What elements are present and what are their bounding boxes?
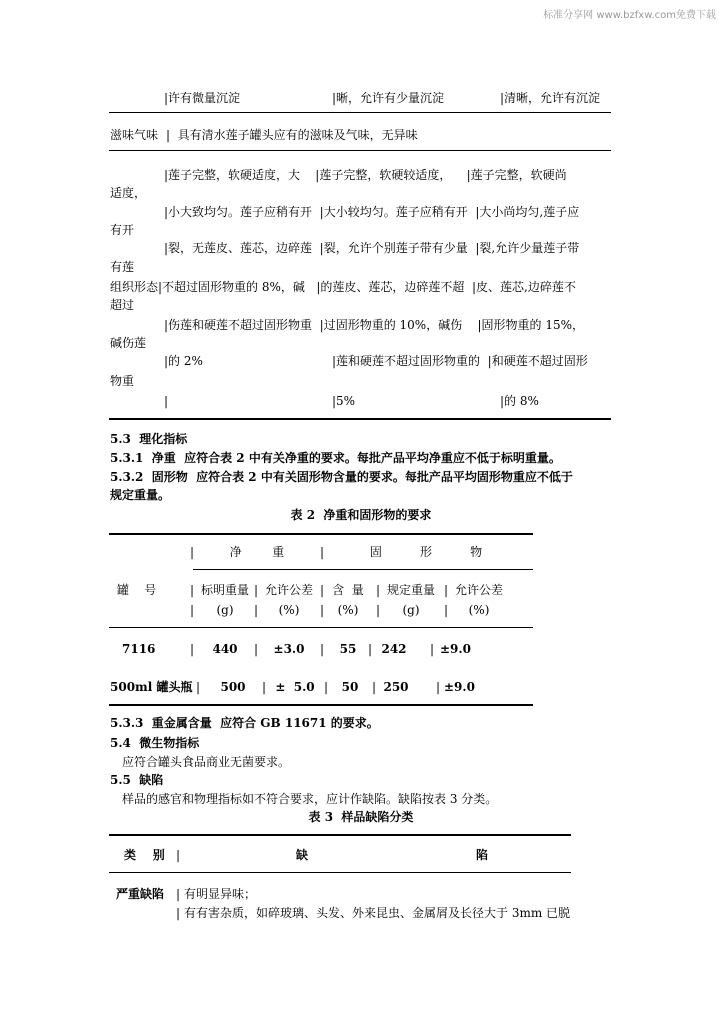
- table2-header: 含 量: [332, 583, 364, 597]
- table2-cell: 500: [220, 680, 246, 694]
- table2-sep: |: [444, 583, 449, 597]
- table3-top-rule: [109, 834, 571, 836]
- table2-top-rule: [109, 533, 533, 535]
- table2-sep: |: [254, 583, 259, 597]
- table1-tissue-line: 组织形态|不超过固形物重的 8%，碱 |的莲皮、莲芯，边碎莲不超 |皮、莲芯,边碎莲不: [110, 280, 576, 294]
- table3-row-line: 有有害杂质，如碎玻璃、头发、外来昆虫、金属屑及长径大于 3mm 已脱: [184, 906, 571, 920]
- section-5-3-3-text: 5.3.3 重金属含量 应符合 GB 11671 的要求。: [110, 716, 379, 730]
- table2-cell: 440: [212, 642, 238, 656]
- section-5-3-2-text: 5.3.2 固形物 应符合表 2 中有关固形物含量的要求。每批产品平均固形物重应不低于: [110, 470, 573, 484]
- table1-tissue-line: 有开: [110, 223, 135, 237]
- table2-cell: 50: [341, 680, 359, 694]
- table1-tissue-line: |: [164, 394, 169, 408]
- table2-sep: |: [196, 680, 201, 694]
- table1-tissue-line: |5%: [332, 394, 356, 408]
- table1-tissue-line: |裂，无莲皮、莲芯，边碎莲 |裂，允许个别莲子带有少量 |裂,允许少量莲子带: [164, 241, 580, 255]
- table1-tissue-line: |莲子完整，软硬适度，大 |莲子完整，软硬较适度， |莲子完整，软硬尚: [164, 168, 567, 182]
- table1-divider: [109, 150, 611, 151]
- table2-bottom-rule: [109, 704, 533, 706]
- table1-tissue-line: |小大致均匀。莲子应稍有开 |大小较均匀。莲子应稍有开 |大小尚均匀,莲子应: [164, 205, 580, 219]
- section-5-5-text: 样品的感官和物理指标如不符合要求，应计作缺陷。缺陷按表 3 分类。: [122, 792, 498, 806]
- table2-unit: (%): [278, 603, 300, 617]
- table2-title: 表 2 净重和固形物的要求: [290, 508, 432, 522]
- table2-header-rule: [109, 627, 533, 628]
- table1-tissue-line: 适度，: [110, 186, 147, 200]
- table3-col-defect: 陷: [476, 848, 489, 862]
- section-5-3-1-text: 5.3.1 净重 应符合表 2 中有关净重的要求。每批产品平均净重应不低于标明重量。: [110, 451, 561, 465]
- table2-sep: |: [376, 603, 381, 617]
- watermark: 标准分享网 www.bzfxw.com免费下载: [543, 10, 716, 21]
- table2-can-label: 罐 号: [117, 583, 157, 597]
- table2-cell: ± 5.0: [275, 680, 315, 694]
- table2-unit: (g): [216, 603, 234, 617]
- table1-taste-text: | 具有清水莲子罐头应有的滋味及气味，无异味: [166, 128, 418, 142]
- table2-cell: 55: [339, 642, 357, 656]
- table2-unit: (%): [337, 603, 359, 617]
- table2-sep: |: [190, 545, 195, 559]
- table2-sep: |: [324, 680, 329, 694]
- section-5-3-2-text-cont: 规定重量。: [110, 488, 171, 502]
- table2-cell: ±3.0: [273, 642, 305, 656]
- table2-sep: |: [430, 642, 435, 656]
- table3-header-rule: [109, 872, 571, 873]
- table3-row-line: 有明显异味；: [184, 887, 257, 901]
- table1-bottom-rule: [109, 418, 611, 420]
- table2-sep: |: [190, 583, 195, 597]
- table2-group-rule: [193, 569, 533, 570]
- table1-tissue-line: 碱伤莲: [110, 336, 147, 350]
- table3-col-defect: 缺: [296, 848, 309, 862]
- table2-group-solids: 固 形 物: [369, 545, 483, 559]
- table2-sep: |: [320, 583, 325, 597]
- table3-sep: |: [176, 887, 181, 901]
- table2-unit: (%): [468, 603, 490, 617]
- table3-title: 表 3 样品缺陷分类: [308, 810, 414, 824]
- table2-cell: 242: [381, 642, 407, 656]
- table2-sep: |: [320, 642, 325, 656]
- table2-sep: |: [320, 545, 325, 559]
- table2-sep: |: [436, 680, 441, 694]
- table2-sep: |: [372, 680, 377, 694]
- table1-tissue-line: |的 8%: [500, 394, 539, 408]
- table2-cell: 250: [383, 680, 409, 694]
- table2-header: 允许公差: [454, 583, 503, 597]
- table2-sep: |: [190, 603, 195, 617]
- table2-unit: (g): [402, 603, 420, 617]
- table3-col-category: 类 别: [124, 848, 165, 862]
- table1-divider: [109, 112, 611, 113]
- section-5-4-heading: 5.4 微生物指标: [110, 736, 200, 750]
- table1-tissue-line: |的 2%: [164, 354, 203, 368]
- table2-header: 允许公差: [264, 583, 313, 597]
- table1-tissue-line: 有莲: [110, 260, 135, 274]
- table2-sep: |: [368, 642, 373, 656]
- table3-row-label: 严重缺陷: [116, 887, 165, 901]
- table1-cell-sediment-3: |清晰，允许有沉淀: [500, 91, 601, 105]
- section-5-4-text: 应符合罐头食品商业无菌要求。: [122, 755, 291, 769]
- table1-tissue-line: 物重: [110, 374, 135, 388]
- table3-sep: |: [176, 906, 181, 920]
- table2-cell: ±9.0: [444, 680, 475, 694]
- table2-row-can: 500ml 罐头瓶: [110, 680, 193, 694]
- table1-taste-label: 滋味气味: [110, 128, 159, 142]
- section-5-3-heading: 5.3 理化指标: [110, 432, 188, 446]
- section-5-5-heading: 5.5 缺陷: [110, 773, 164, 787]
- table2-sep: |: [262, 680, 267, 694]
- table2-cell: ±9.0: [440, 642, 471, 656]
- table2-sep: |: [254, 642, 259, 656]
- table2-sep: |: [376, 583, 381, 597]
- table1-tissue-line: 超过: [110, 298, 135, 312]
- table2-group-net-weight: 净 重: [229, 545, 285, 559]
- table1-cell-sediment-1: |许有微量沉淀: [164, 91, 241, 105]
- table2-sep: |: [320, 603, 325, 617]
- table2-row-can: 7116: [122, 642, 156, 656]
- table2-header: 标明重量: [200, 583, 249, 597]
- table1-tissue-line: |莲和硬莲不超过固形物重的 |和硬莲不超过固形: [332, 354, 588, 368]
- table2-header: 规定重量: [386, 583, 435, 597]
- table2-sep: |: [190, 642, 195, 656]
- table2-sep: |: [254, 603, 259, 617]
- table1-tissue-line: |伤莲和硬莲不超过固形物重 |过固形物重的 10%，碱伤 |固形物重的 15%，: [164, 318, 584, 332]
- table1-cell-sediment-2: |晰，允许有少量沉淀: [332, 91, 445, 105]
- table3-sep: |: [176, 848, 181, 862]
- table2-sep: |: [444, 603, 449, 617]
